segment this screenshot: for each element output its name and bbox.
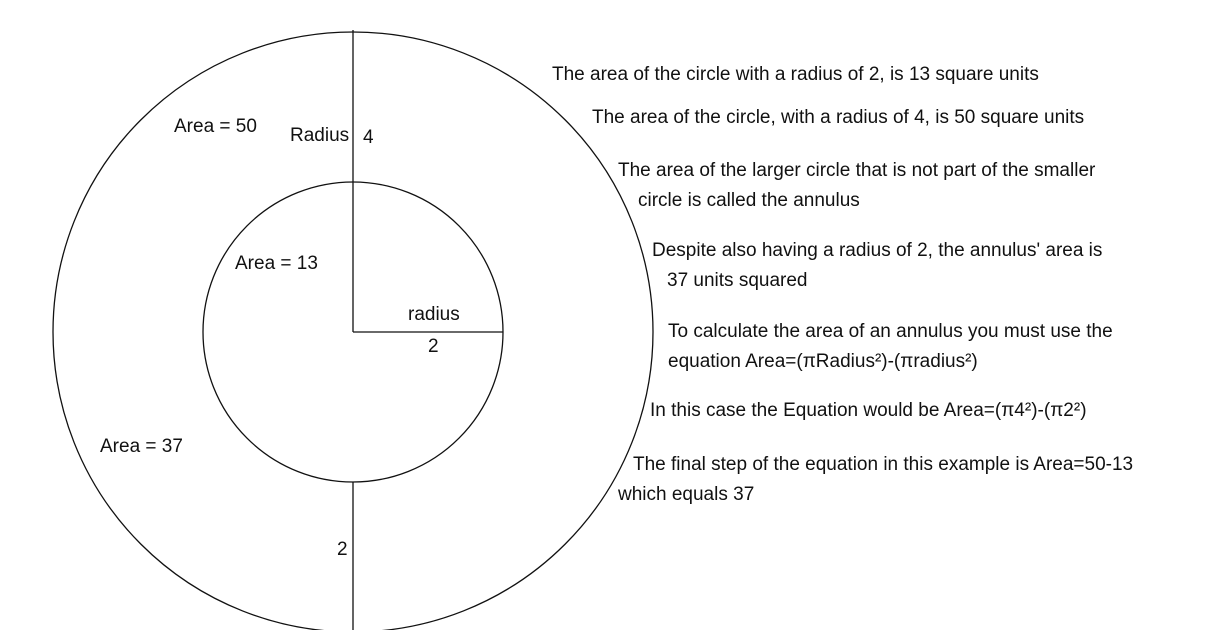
note-line: The final step of the equation in this example is Area=50-13 [633, 454, 1134, 475]
note-final-step [618, 450, 1133, 510]
note-line: Despite also having a radius of 2, the annulus' area is [652, 240, 1103, 261]
small-radius-label: radius [408, 304, 460, 325]
note-large-circle-area [592, 103, 1084, 133]
note-line: The area of the circle, with a radius of 4, is 50 square units [592, 107, 1085, 128]
note-line: equation Area=(πRadius²)-(πradius²) [668, 351, 978, 372]
note-line: The area of the larger circle that is not part of the smaller [618, 160, 1096, 181]
note-annulus-definition [618, 156, 1095, 216]
note-line: The area of the circle with a radius of 2, is 13 square units [552, 64, 1039, 85]
small-radius-value: 2 [428, 336, 439, 357]
note-line: To calculate the area of an annulus you must use the [668, 321, 1113, 342]
note-line: which equals 37 [618, 484, 755, 505]
annulus-width-value: 2 [337, 539, 348, 560]
note-small-circle-area [552, 60, 1039, 90]
note-annulus-area [652, 236, 1102, 296]
note-line: In this case the Equation would be Area=(π4²)-(π2²) [650, 400, 1087, 421]
big-radius-value: 4 [363, 127, 374, 148]
note-line: 37 units squared [667, 270, 808, 291]
note-example-equation [650, 396, 1087, 426]
outer-area-label: Area = 50 [174, 116, 257, 137]
note-annulus-equation [668, 317, 1113, 377]
note-line: circle is called the annulus [638, 190, 860, 211]
annulus-area-label: Area = 37 [100, 436, 183, 457]
inner-area-label: Area = 13 [235, 253, 318, 274]
big-radius-label: Radius [290, 125, 350, 146]
